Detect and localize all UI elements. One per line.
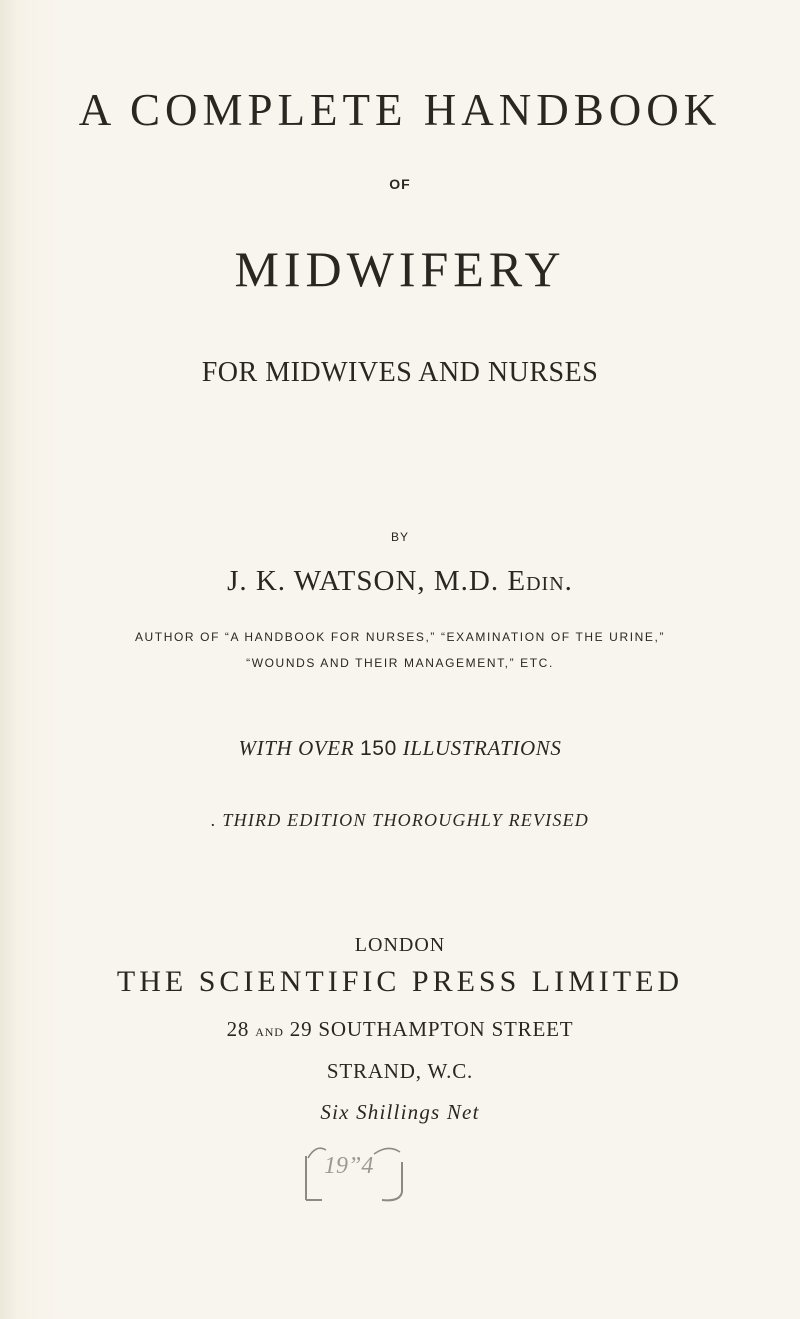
imprint-street — [0, 1017, 800, 1042]
illustrations-suffix: ILLUSTRATIONS — [402, 736, 562, 760]
author-name-text: J. K. WATSON, M.D. — [227, 565, 500, 597]
book-title-line1: A COMPLETE HANDBOOK — [78, 85, 722, 135]
illustrations-note — [0, 736, 800, 761]
book-subtitle: FOR MIDWIVES AND NURSES — [201, 357, 599, 388]
illustrations-prefix: WITH OVER — [238, 736, 355, 760]
illustrations-count: 150 — [360, 737, 397, 760]
edition-note: . THIRD EDITION THOROUGHLY REVISED — [211, 810, 589, 830]
by-line: BY — [390, 530, 409, 544]
street-rest: 29 SOUTHAMPTON STREET — [289, 1017, 574, 1041]
street-and: and — [255, 1021, 284, 1040]
title-connector-of: OF — [389, 176, 411, 192]
author-works-line1: AUTHOR OF “A HANDBOOK FOR NURSES,” “EXAMINATION OF THE URINE,” — [134, 630, 666, 644]
author-works-line2: “WOUNDS AND THEIR MANAGEMENT,” ETC. — [246, 656, 554, 670]
price-note: Six Shillings Net — [320, 1100, 480, 1124]
imprint-city: LONDON — [354, 934, 446, 956]
author-degree-place: Edin. — [507, 565, 573, 597]
imprint-district: STRAND, W.C. — [326, 1059, 474, 1083]
imprint-publisher: THE SCIENTIFIC PRESS LIMITED — [116, 965, 684, 998]
author-name — [0, 565, 800, 598]
handwritten-mark — [296, 1140, 414, 1206]
street-number-1: 28 — [226, 1017, 250, 1041]
handwritten-mark-text: 19”4 — [324, 1153, 374, 1179]
book-title-line2: MIDWIFERY — [234, 241, 566, 297]
